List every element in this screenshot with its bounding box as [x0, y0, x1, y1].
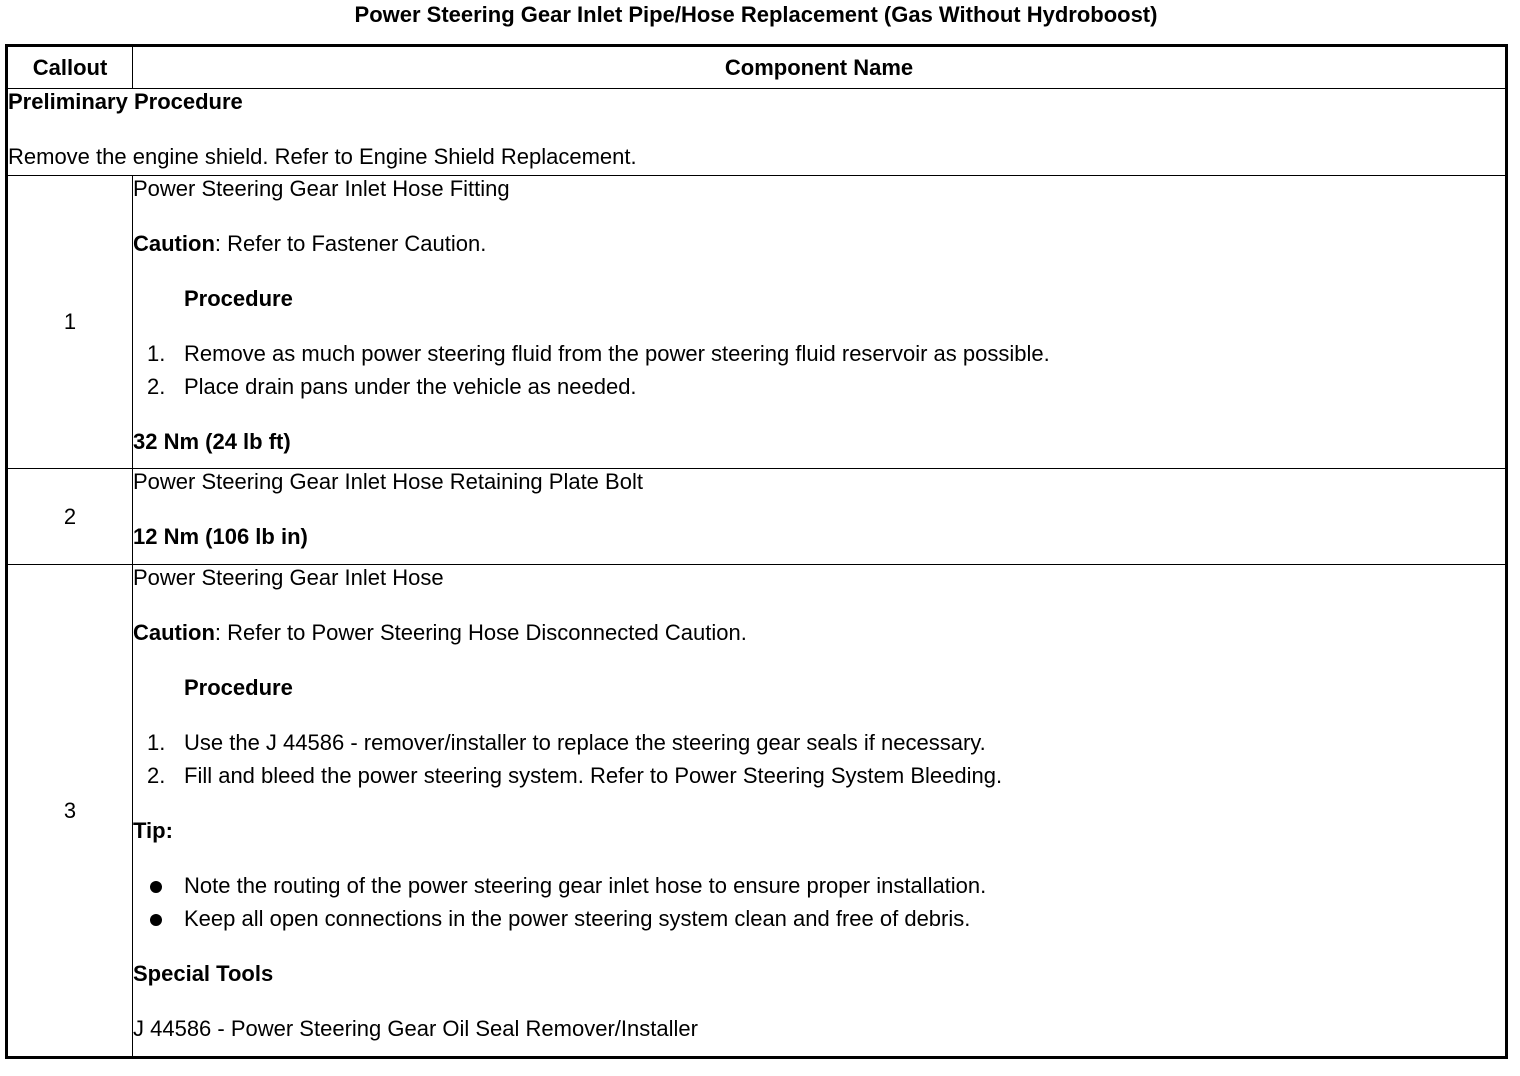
table-row [7, 469, 1507, 565]
list-item: 2. Place drain pans under the vehicle as needed. [147, 374, 637, 399]
callout-number: 2 [7, 469, 133, 565]
procedure-heading: Procedure [184, 675, 293, 700]
tip-label: Tip: [133, 818, 173, 843]
special-tools-heading: Special Tools [133, 961, 274, 986]
torque-spec: 32 Nm (24 lb ft) [133, 429, 291, 454]
caution-text: : Refer to Fastener Caution. [214, 231, 487, 256]
table-row [7, 176, 1507, 469]
list-item: Keep all open connections in the power steering system clean and free of debris. [133, 906, 1505, 939]
component-column-header: Component Name [133, 46, 1507, 89]
special-tools-text: J 44586 - Power Steering Gear Oil Seal Remover/Installer [133, 1016, 698, 1041]
list-item: 1. Remove as much power steering fluid from the power steering fluid reservoir as possible. [147, 341, 1050, 366]
procedure-heading: Procedure [184, 286, 293, 311]
preliminary-text: Remove the engine shield. Refer to Engine Shield Replacement. [8, 144, 637, 169]
component-name: Power Steering Gear Inlet Hose Retaining Plate Bolt [133, 469, 643, 494]
procedure-steps [133, 730, 1505, 796]
list-item: 2. Fill and bleed the power steering system. Refer to Power Steering System Bleeding. [147, 763, 1003, 788]
caution-label: Caution [133, 231, 215, 256]
component-name: Power Steering Gear Inlet Hose [133, 565, 444, 590]
callout-number: 1 [7, 176, 133, 469]
bullet-icon [150, 914, 162, 926]
preliminary-heading: Preliminary Procedure [8, 89, 243, 114]
caution-label: Caution [133, 620, 215, 645]
callout-column-header: Callout [7, 46, 133, 89]
table-header-row [7, 46, 1507, 89]
torque-spec: 12 Nm (106 lb in) [133, 524, 308, 549]
page-title: Power Steering Gear Inlet Pipe/Hose Replacement (Gas Without Hydroboost) [354, 2, 1158, 27]
component-name: Power Steering Gear Inlet Hose Fitting [133, 176, 510, 201]
procedure-steps [133, 341, 1505, 407]
callout-number: 3 [7, 565, 133, 1058]
preliminary-row [7, 89, 1507, 176]
tip-list [133, 873, 1505, 939]
bullet-icon [150, 881, 162, 893]
table-row [7, 565, 1507, 1058]
list-item: Note the routing of the power steering gear inlet hose to ensure proper installation. [133, 873, 1505, 906]
list-item: 1. Use the J 44586 - remover/installer to replace the steering gear seals if necessary. [147, 730, 986, 755]
caution-text: : Refer to Power Steering Hose Disconnected Caution. [214, 620, 747, 645]
component-table [5, 44, 1508, 1059]
